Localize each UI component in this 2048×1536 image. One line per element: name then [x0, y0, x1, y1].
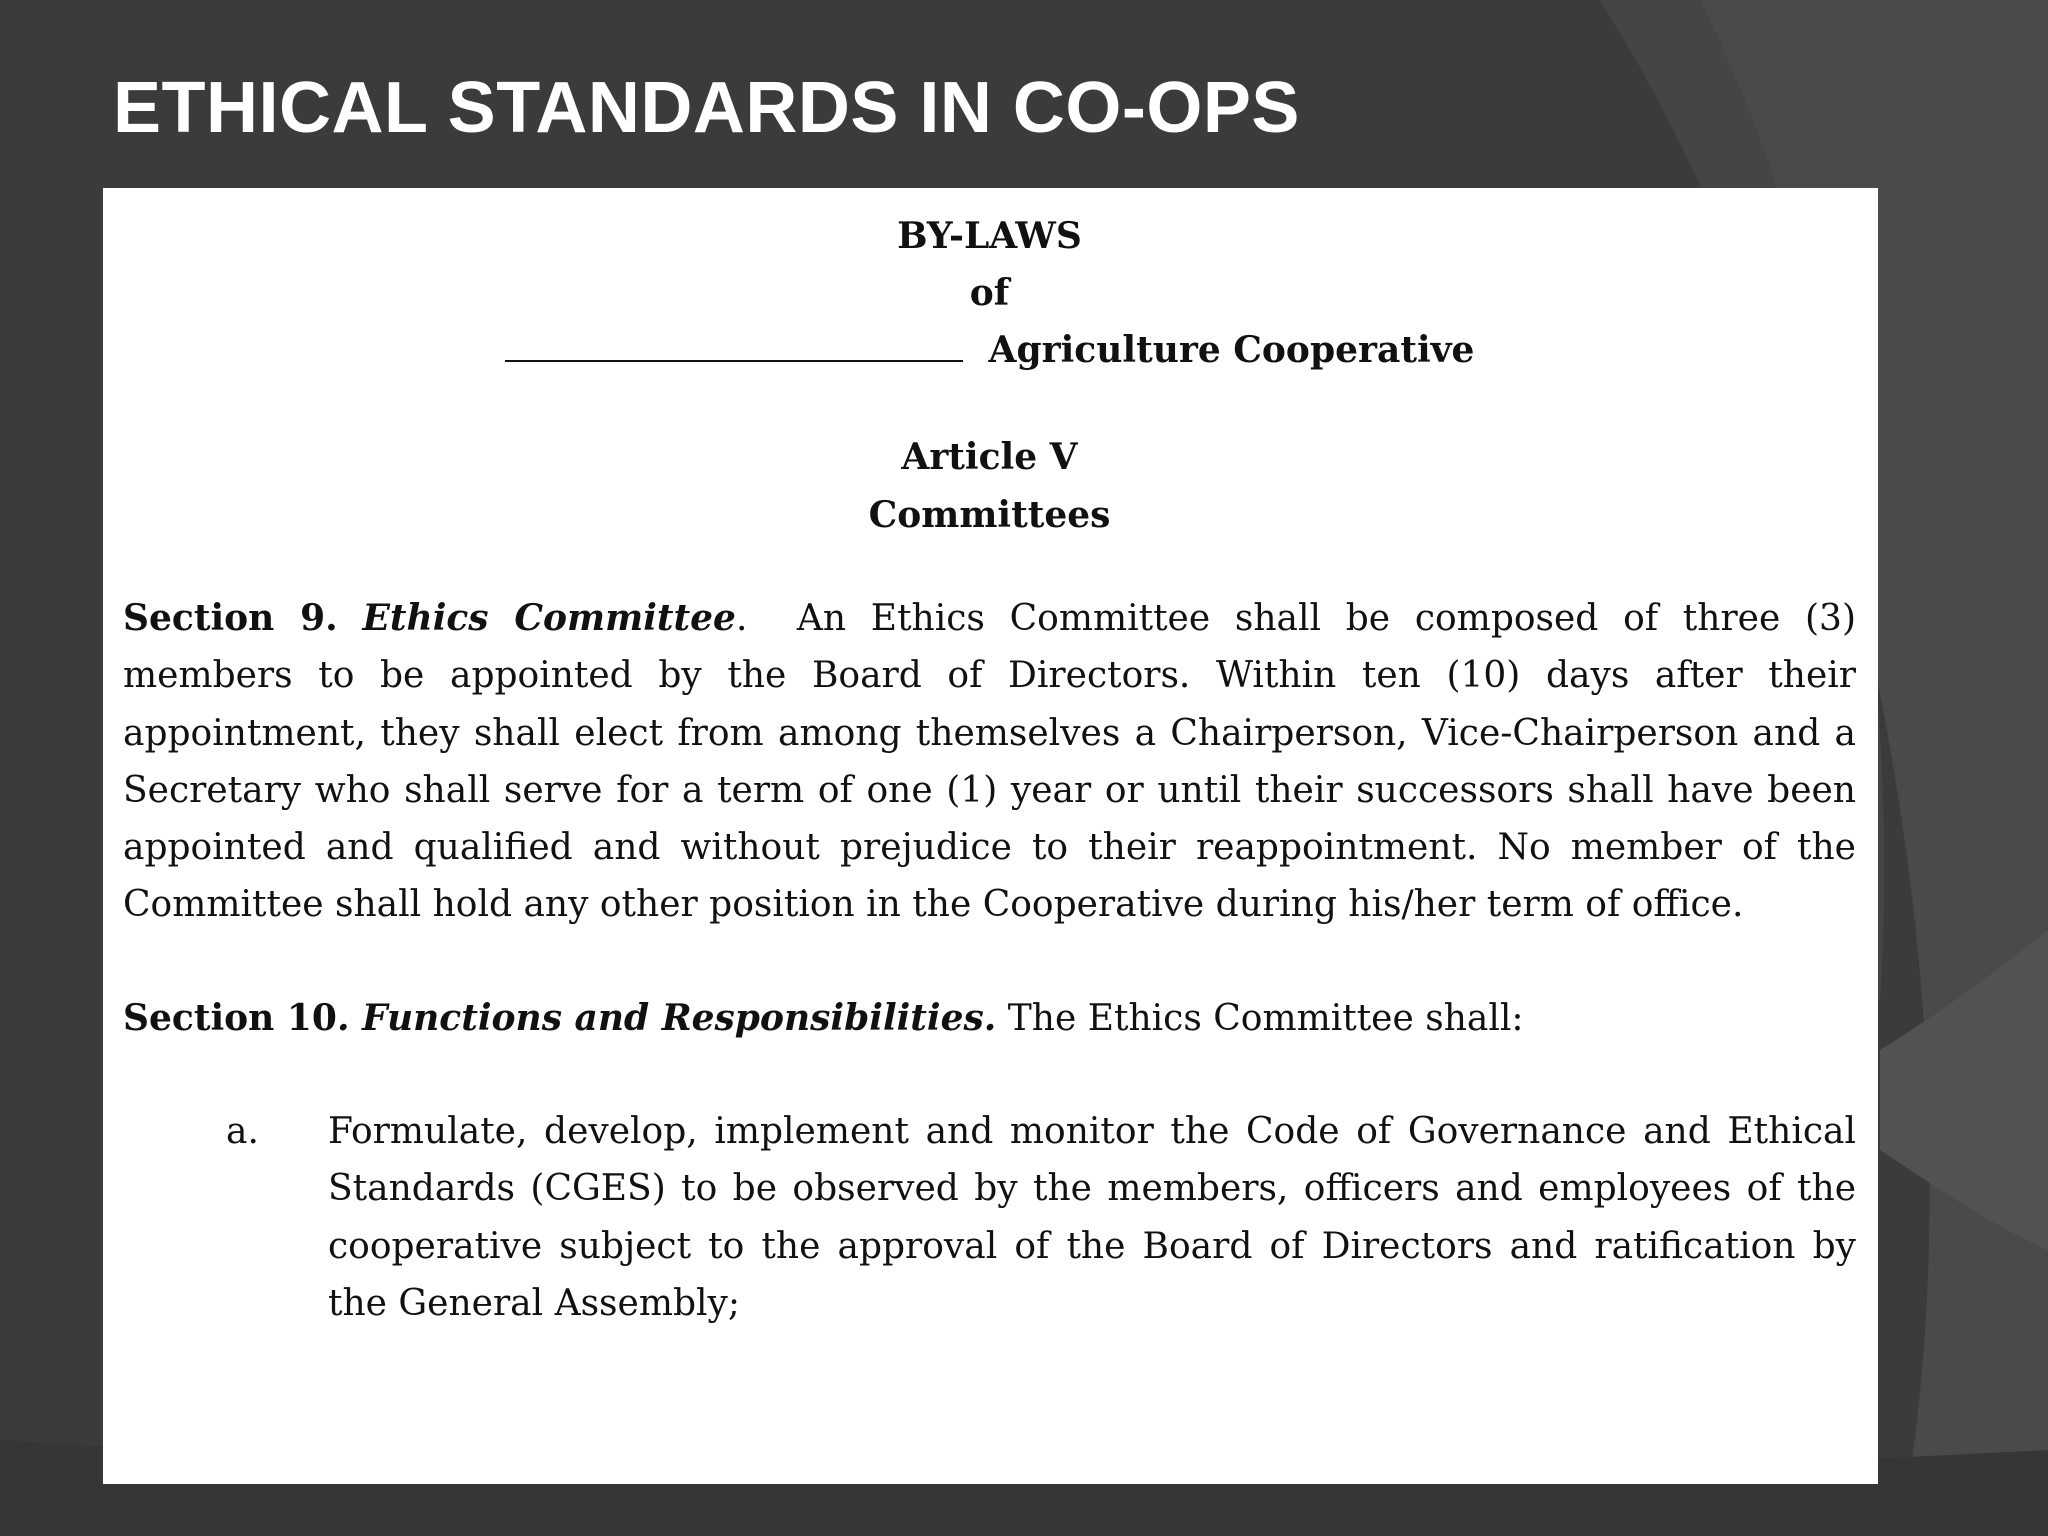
list-item-marker: a. — [226, 1111, 259, 1153]
responsibilities-list — [123, 1103, 1856, 1332]
slide-title: ETHICAL STANDARDS IN CO-OPS — [113, 68, 1300, 148]
section-10-text: The Ethics Committee shall: — [1007, 997, 1524, 1039]
cooperative-name-blank — [505, 326, 963, 362]
list-item — [123, 1103, 1856, 1332]
document-of: of — [969, 272, 1010, 314]
cooperative-name-suffix: Agriculture Cooperative — [988, 329, 1475, 371]
document-heading: BY-LAWS — [897, 215, 1082, 257]
section-9-text: An Ethics Committee shall be composed of three (3) members to be appointed by the Board of Directors. Within ten (10) days after their appointment, they shall elect from among themselves a Chairperson, Vice-Chairperson and a Secretary who shall serve for a term of one (1) year or until their successors shall have been appointed and qualified and without prejudice to their reappointment. No member of the Committee shall hold any other position in the Cooperative during his/her term of office. — [123, 598, 1856, 926]
section-10-paragraph — [123, 990, 1856, 1047]
bylaws-document — [103, 188, 1878, 1484]
section-9-label: Section 9. — [123, 597, 338, 639]
list-item-text: Formulate, develop, implement and monitor the Code of Governance and Ethical Standards (CGES) to be observed by the members, officers and employees of the cooperative subject to the approval of the Board of Directors and ratification by the General Assembly; — [328, 1111, 1856, 1324]
section-10-name: . Functions and Responsibilities. — [336, 996, 997, 1039]
section-9-name: Ethics Committee — [362, 597, 736, 639]
cooperative-name-line — [123, 326, 1856, 374]
section-9-name-punct: . — [735, 598, 748, 639]
section-10-label: Section 10 — [123, 996, 337, 1039]
section-9-paragraph — [123, 590, 1856, 934]
article-number: Article V — [901, 436, 1078, 478]
article-title: Committees — [868, 494, 1111, 536]
